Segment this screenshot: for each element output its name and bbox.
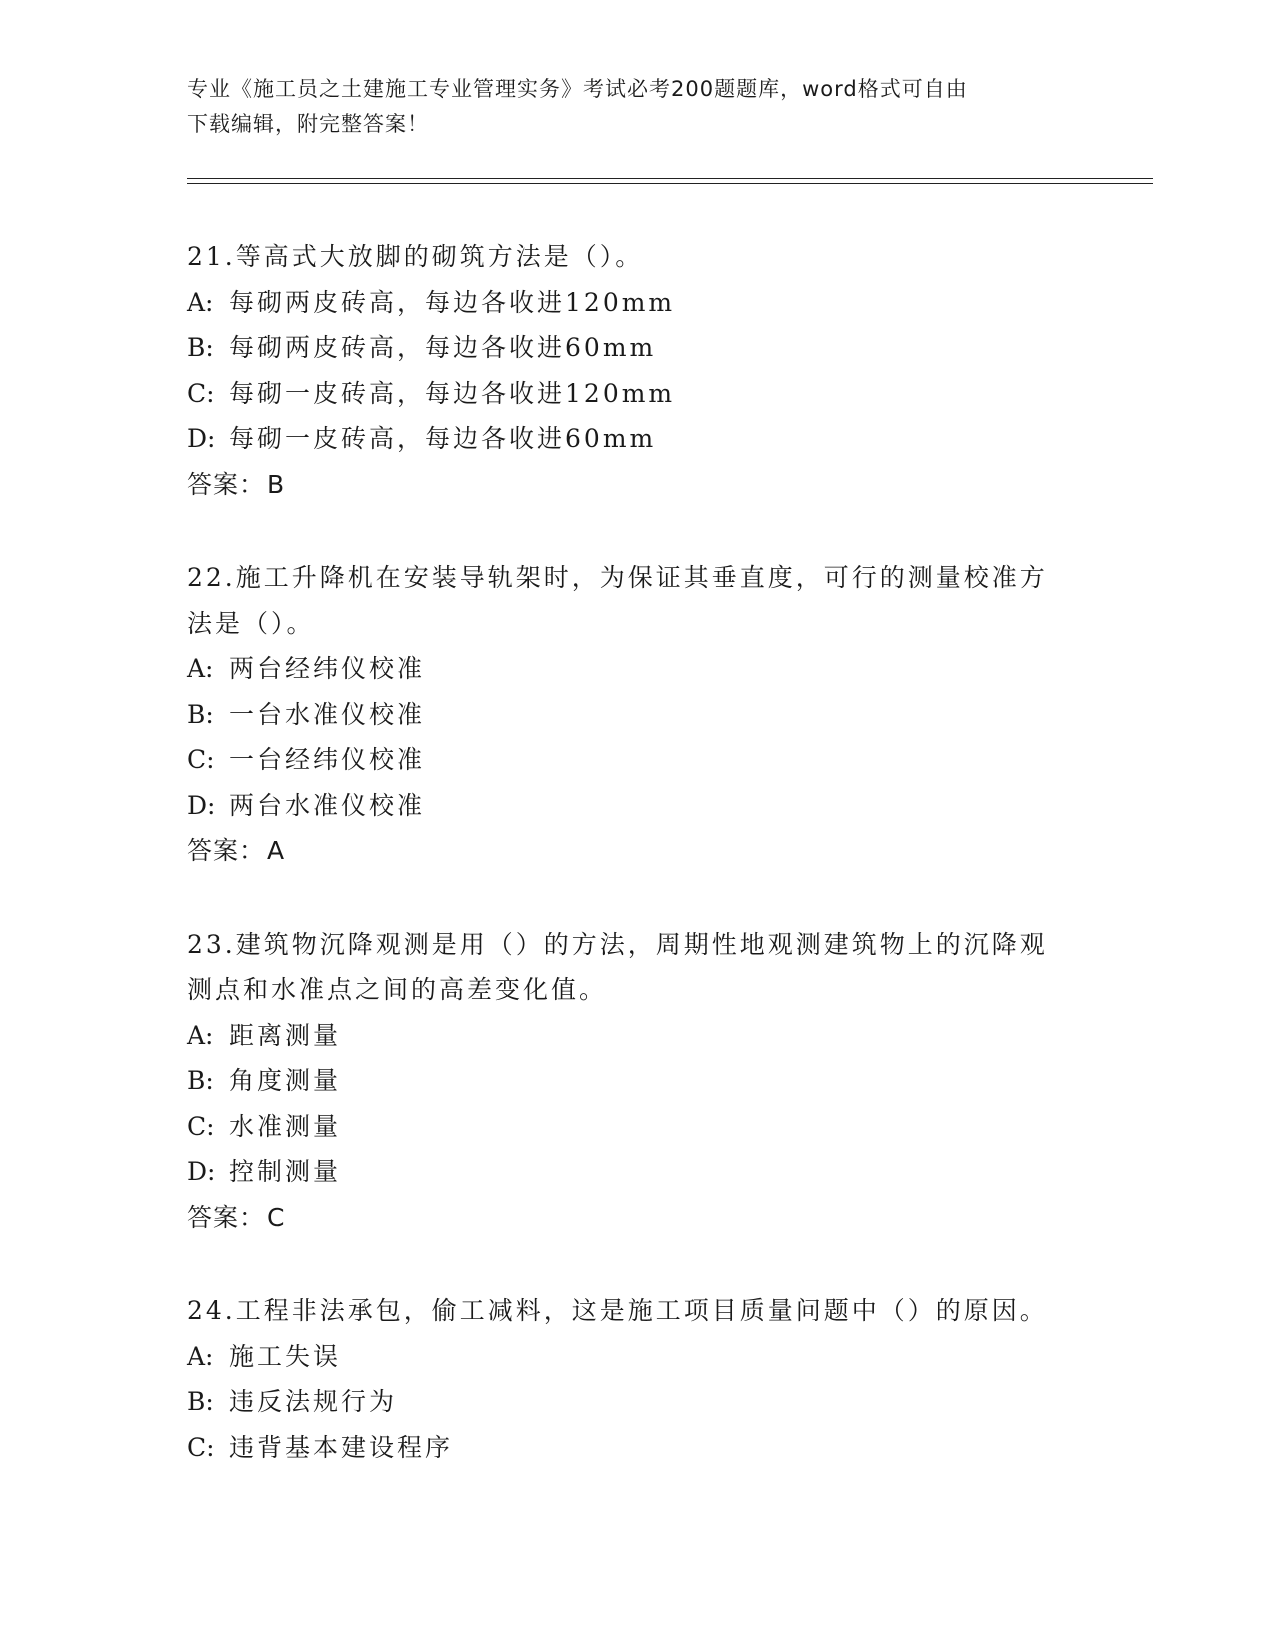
option-letter: C:: [187, 1111, 215, 1141]
option: [187, 416, 1087, 462]
option: [187, 737, 1087, 783]
option-text: 控制测量: [229, 1157, 342, 1186]
option-letter: B:: [187, 699, 214, 729]
option-letter: C:: [187, 378, 215, 408]
option: [187, 1334, 1087, 1380]
question-text: 测点和水准点之间的高差变化值。: [187, 975, 608, 1004]
question-text: 24.工程非法承包，偷工减料，这是施工项目质量问题中（）的原因。: [187, 1296, 1048, 1325]
option: [187, 783, 1087, 829]
header-line: 专业《施工员之土建施工专业管理实务》考试必考200题题库，word格式可自由: [187, 77, 968, 101]
option-letter: D:: [187, 1157, 216, 1186]
option: [187, 1104, 1087, 1150]
question-list: [187, 234, 1087, 1518]
option-text: 两台经纬仪校准: [229, 654, 426, 683]
option-text: 一台经纬仪校准: [229, 745, 426, 774]
question-text: 23.建筑物沉降观测是用（）的方法，周期性地观测建筑物上的沉降观: [187, 929, 1048, 959]
option-letter: B:: [187, 1387, 214, 1416]
answer: [187, 462, 1087, 508]
header-line: 下载编辑，附完整答案！: [187, 112, 429, 136]
option-text: 违反法规行为: [229, 1387, 398, 1416]
option-text: 每砌两皮砖高，每边各收进60mm: [229, 333, 657, 362]
answer-value: A: [267, 836, 286, 865]
question-text: 21.等高式大放脚的砌筑方法是（）。: [187, 242, 644, 271]
option: [187, 692, 1087, 738]
option: [187, 280, 1087, 326]
option: [187, 1058, 1087, 1104]
answer-value: B: [267, 469, 286, 499]
option-letter: C:: [187, 1432, 215, 1462]
option-text: 施工失误: [229, 1341, 342, 1371]
option: [187, 325, 1087, 371]
option-text: 水准测量: [229, 1111, 342, 1141]
option-letter: B:: [187, 1066, 214, 1095]
question: [187, 922, 1087, 1241]
option-letter: A:: [187, 654, 214, 683]
option-text: 每砌一皮砖高，每边各收进60mm: [229, 424, 657, 453]
question: [187, 555, 1087, 874]
option: [187, 1379, 1087, 1425]
option-text: 角度测量: [229, 1066, 342, 1095]
header-divider: [187, 183, 1153, 184]
question: [187, 234, 1087, 507]
question: [187, 1288, 1087, 1470]
header-divider: [187, 178, 1153, 179]
option: [187, 1013, 1087, 1059]
option-letter: D:: [187, 790, 216, 820]
option-text: 距离测量: [229, 1020, 342, 1050]
option-letter: A:: [187, 1020, 214, 1050]
option-letter: A:: [187, 1341, 214, 1371]
answer-label: 答案：: [187, 836, 266, 865]
option-text: 两台水准仪校准: [229, 790, 426, 820]
option-text: 每砌一皮砖高，每边各收进120mm: [229, 378, 676, 408]
document-header: [187, 72, 1067, 142]
option-text: 违背基本建设程序: [229, 1432, 454, 1462]
question-text: 22.施工升降机在安装导轨架时，为保证其垂直度，可行的测量校准方: [187, 563, 1048, 592]
question-text: 法是（）。: [187, 608, 315, 638]
option: [187, 1425, 1087, 1471]
answer-value: C: [267, 1202, 286, 1232]
option: [187, 371, 1087, 417]
answer: [187, 828, 1087, 874]
option-letter: D:: [187, 424, 216, 453]
option-text: 一台水准仪校准: [229, 699, 426, 729]
option-letter: B:: [187, 333, 214, 362]
option: [187, 1149, 1087, 1195]
option: [187, 646, 1087, 692]
answer-label: 答案：: [187, 1202, 266, 1232]
answer-label: 答案：: [187, 469, 266, 499]
option-letter: A:: [187, 287, 214, 317]
option-text: 每砌两皮砖高，每边各收进120mm: [229, 287, 676, 317]
answer: [187, 1195, 1087, 1241]
option-letter: C:: [187, 745, 215, 774]
